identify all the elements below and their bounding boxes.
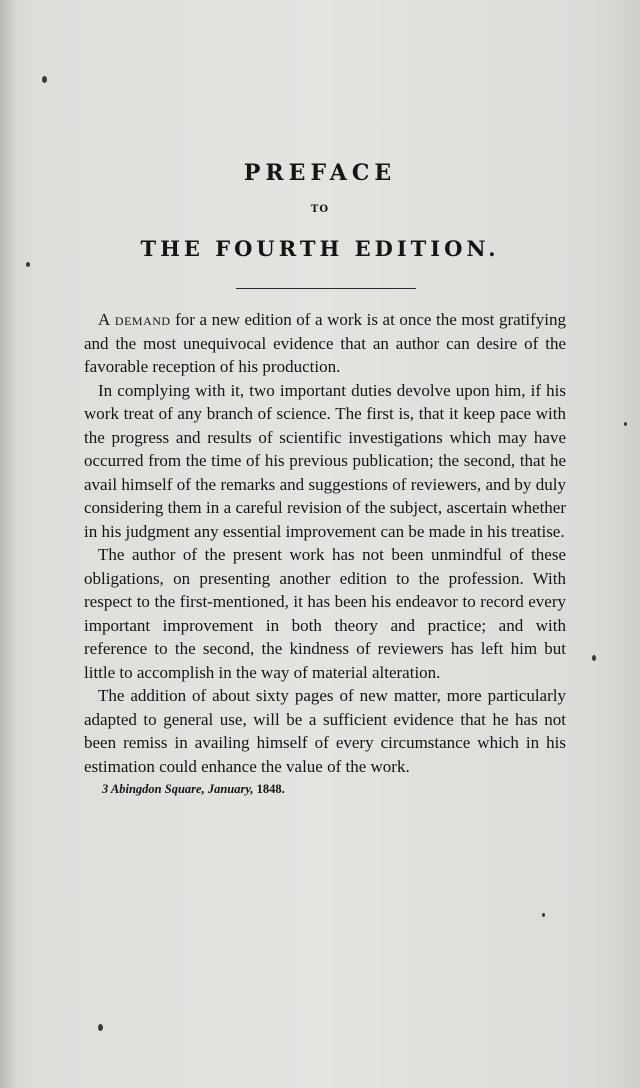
paragraph-3 — [84, 543, 566, 684]
paragraph-4 — [84, 684, 566, 778]
scan-speck — [26, 262, 30, 267]
paragraph-text: for a new edition of a work is at once the most gratifying and the most unequivocal evidence that an author can desire of the favorable reception of his production. — [84, 310, 566, 376]
scan-speck — [98, 1024, 103, 1031]
preface-title: PREFACE — [243, 160, 397, 186]
scan-speck — [42, 76, 47, 83]
paragraph-lead: A demand — [98, 310, 171, 329]
paragraph-1 — [84, 308, 566, 379]
signature-line — [84, 778, 566, 802]
paragraph-text: In complying with it, two important duties devolve upon him, if his work treat of any branch of science. The first is, that it keep pace with the progress and results of scientific investigations which may have occurred from the time of his previous publication; the second, that he avail himself of the remarks and suggestions of reviewers, and by duly considering them in a careful revision of the subject, ascertain whether in his judgment any essential improvement can be made in his treatise. — [84, 380, 566, 541]
paragraph-text: The author of the present work has not been unmindful of these obligations, on presenting another edition to the profession. With respect to the first-mentioned, it has been his endeavor to record every important improvement in both theory and practice; and with reference to the second, the kindness of reviewers has left him but little to accomplish in the way of material alteration. — [84, 545, 566, 682]
paragraph-text: The addition of about sixty pages of new matter, more particularly adapted to general use, will be a sufficient evidence that he has not been remiss in availing himself of every circumstance which in his estimation could enhance the value of the work. — [84, 686, 566, 776]
preface-body — [84, 308, 566, 802]
scan-speck — [542, 913, 545, 917]
signature-year: 1848. — [256, 782, 285, 796]
paragraph-2 — [84, 379, 566, 544]
signature-place: 3 Abingdon Square, January, — [102, 782, 254, 796]
scan-speck — [592, 655, 596, 661]
title-rule — [236, 288, 416, 289]
title-connector: TO — [310, 204, 330, 215]
edition-subtitle: THE FOURTH EDITION. — [140, 236, 500, 261]
scan-speck — [624, 422, 627, 426]
